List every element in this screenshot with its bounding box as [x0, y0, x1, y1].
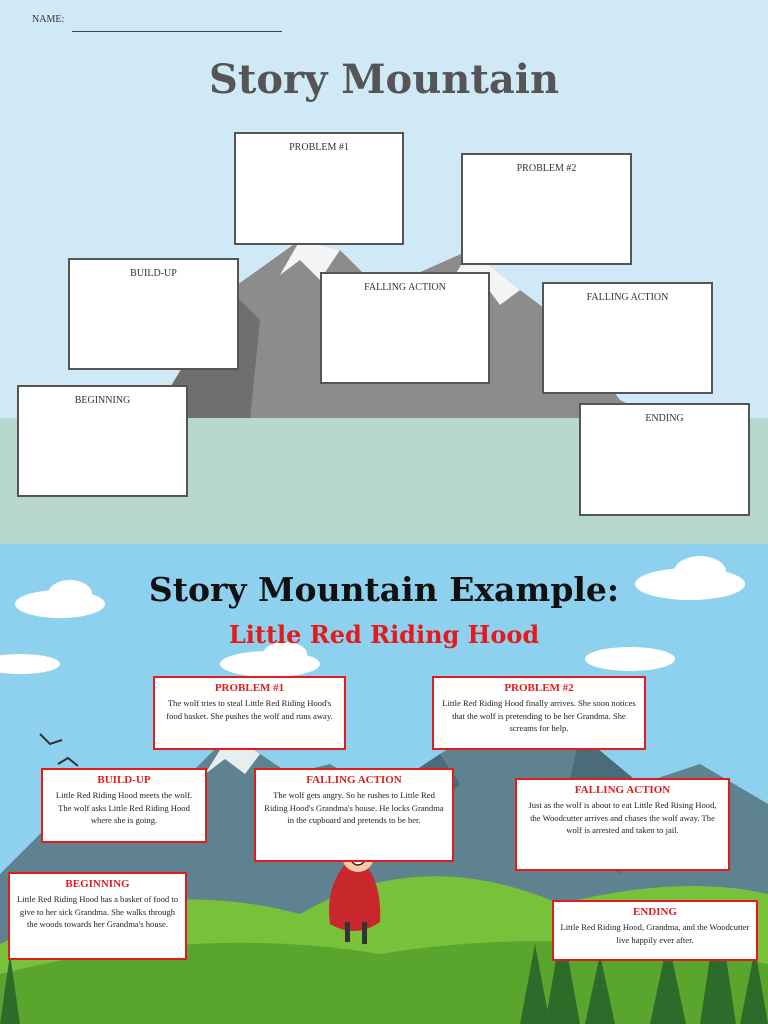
falling-action-2-box[interactable]: [542, 282, 713, 394]
example-falling-action-2-heading: FALLING ACTION: [574, 784, 671, 796]
example-ending-box: [552, 900, 758, 961]
example-beginning-text: Little Red Riding Hood has a basket of food to give to her sick Grandma. She walks through the woods towards her Grandma's house.: [16, 894, 179, 929]
example-problem2-heading: PROBLEM #2: [504, 682, 574, 694]
example-falling-action-1-heading: FALLING ACTION: [306, 774, 402, 786]
problem1-label: PROBLEM #1: [289, 142, 349, 153]
example-title: Story Mountain Example:: [148, 570, 620, 609]
example-problem2-text: Little Red Riding Hood finally arrives. She soon notices that the wolf is pretending to be her Grandma. She screams for help.: [442, 698, 636, 733]
example-falling-action-2-box: [515, 778, 730, 871]
example-falling-action-2-text: Just as the wolf is about to eat Little Red Rising Hood, the Woodcutter arrives and chases the wolf away. The wolf is arrested and taken to jail.: [528, 800, 717, 835]
example-ending-text: Little Red Riding Hood, Grandma, and the Woodcutter live happily ever after.: [560, 922, 750, 945]
name-label: NAME:: [32, 14, 65, 25]
bird-icon: [40, 734, 78, 766]
name-input-line[interactable]: [72, 31, 282, 32]
beginning-box[interactable]: [17, 385, 188, 497]
example-problem1-heading: PROBLEM #1: [214, 682, 285, 694]
example-ending-heading: ENDING: [632, 906, 677, 918]
example-problem2-box: [432, 676, 646, 750]
example-problem1-text: The wolf tries to steal Little Red Riding Hood's food basket. She pushes the wolf and runs away.: [166, 698, 333, 721]
falling-action-2-label: FALLING ACTION: [586, 292, 669, 303]
example-section: [0, 544, 768, 1024]
example-buildup-box: [41, 768, 207, 843]
example-falling-action-1-text: The wolf gets angry. So he rushes to Little Red Riding Hood's Grandma's house. He locks Grandma in the cupboard and pretends to be her.: [264, 790, 444, 825]
example-beginning-box: [8, 872, 187, 960]
ending-box[interactable]: [579, 403, 750, 516]
worksheet-title: Story Mountain: [208, 56, 560, 103]
buildup-box[interactable]: [68, 258, 239, 370]
problem2-box[interactable]: [461, 153, 632, 265]
example-buildup-text: Little Red Riding Hood meets the wolf. The wolf asks Little Red Riding Hood where she is going.: [55, 790, 193, 825]
example-falling-action-1-box: [254, 768, 454, 862]
problem1-box[interactable]: [234, 132, 404, 245]
ending-label: ENDING: [645, 413, 684, 424]
example-buildup-heading: BUILD-UP: [97, 774, 151, 786]
buildup-label: BUILD-UP: [130, 268, 177, 279]
example-beginning-heading: BEGINNING: [65, 878, 130, 890]
beginning-label: BEGINNING: [74, 395, 131, 406]
falling-action-1-box[interactable]: [320, 272, 490, 384]
example-problem1-box: [153, 676, 346, 750]
example-subtitle: Little Red Riding Hood: [228, 620, 540, 649]
problem2-label: PROBLEM #2: [516, 163, 577, 174]
falling-action-1-label: FALLING ACTION: [364, 282, 446, 293]
